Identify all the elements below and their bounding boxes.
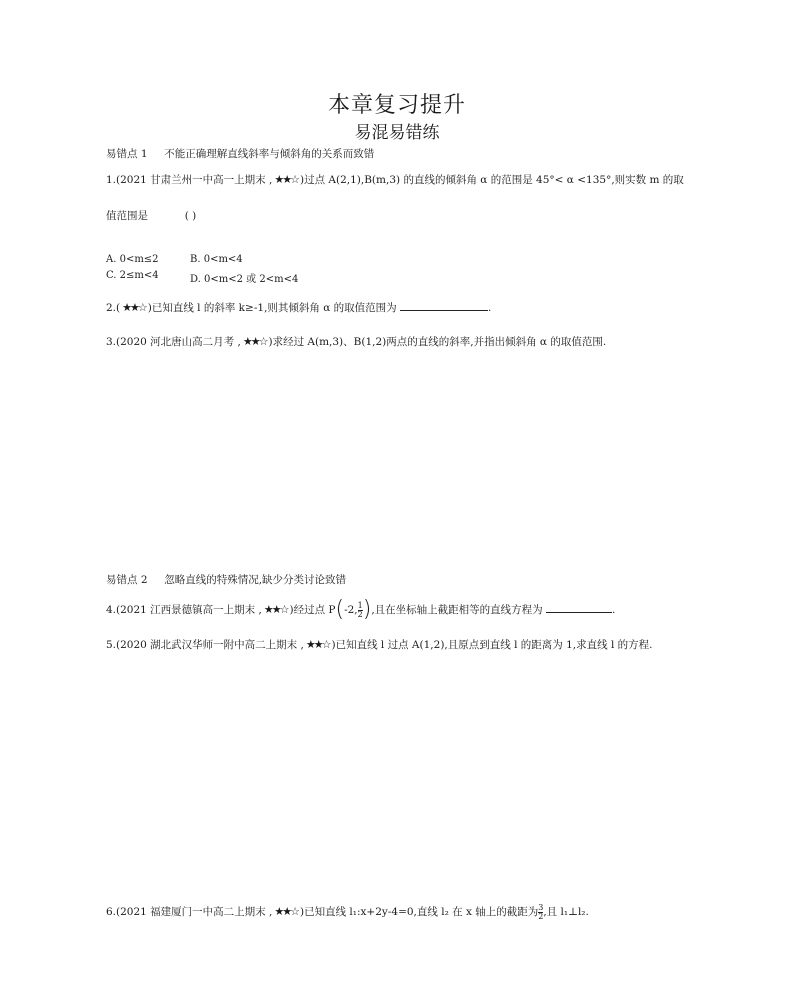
q4-frac-den: 2 [357,609,363,619]
question-2 [106,300,491,315]
difficulty-star-icon: ★★☆ [305,638,330,651]
q1-option-d: D. 0<m<2 或 2<m<4 [190,274,299,285]
q1-option-a: A. 0<m≤2 [106,254,159,265]
q1-source: (2021 甘肃兰州一中高一上期末 , [116,174,273,186]
page-title: 本章复习提升 [327,93,466,118]
q1-number: 1. [106,174,117,186]
difficulty-star-icon: ★★☆ [274,905,298,918]
section-1-text: 不能正确理解直线斜率与倾斜角的关系而致错 [164,148,375,160]
section-2-heading [106,572,346,587]
q1-line2: 值范围是 [106,210,148,222]
question-6 [106,902,589,922]
q1-text-b: 的直线的倾斜角 α 的范围是 45°< α <135°,则实数 m 的取 [400,174,684,186]
q5-number: 5. [106,639,117,651]
question-5 [106,637,653,652]
difficulty-star-icon: ★★☆ [122,301,146,314]
section-1-label: 易错点 1 [106,148,148,160]
q6-text-a: )已知直线 l₁:x+2y-4=0,直线 l₂ 在 x 轴上的截距为 [299,906,539,918]
question-1-line-2 [106,208,196,223]
q1-points: A(2,1),B(m,3) [328,174,401,186]
q5-text: )已知直线 l 过点 A(1,2),且原点到直线 l 的距离为 1,求直线 l 的方程. [331,639,653,651]
section-2-text: 忽略直线的特殊情况,缺少分类讨论致错 [164,574,347,586]
q4-end: . [612,604,616,616]
q3-source: (2020 河北唐山高二月考 , [116,336,241,348]
question-1 [106,172,684,187]
page-subtitle: 易混易错练 [354,123,440,143]
q6-source: (2021 福建厦门一中高二上期末 , [116,906,273,918]
q1-answer-paren: ( ) [184,210,197,222]
q1-option-c: C. 2≤m<4 [106,270,159,281]
section-1-heading [106,146,374,161]
q6-frac-num: 3 [538,902,544,912]
q4-number: 4. [106,604,117,616]
difficulty-star-icon: ★★☆ [263,603,288,616]
q4-text-a: )经过点 P [289,604,336,616]
q5-source: (2020 湖北武汉华师一附中高二上期末 , [116,639,304,651]
q1-option-b: B. 0<m<4 [190,254,243,265]
q2-text: )已知直线 l 的斜率 k≥-1,则其倾斜角 α 的取值范围为 [147,302,397,314]
q1-text-a: )过点 [299,174,329,186]
q2-number: 2.( [106,302,121,314]
q4-frac-num: 1 [357,600,363,610]
q4-answer-blank[interactable] [546,602,612,613]
question-3 [106,334,606,349]
q2-end: . [488,302,492,314]
q6-text-b: ,且 l₁⊥l₂. [543,906,589,918]
q3-text: )求经过 A(m,3)、B(1,2)两点的直线的斜率,并指出倾斜角 α 的取值范围. [268,336,607,348]
q2-answer-blank[interactable] [400,300,488,311]
q6-frac-den: 2 [538,911,544,921]
q3-number: 3. [106,336,117,348]
q4-text-b: ,且在坐标轴上截距相等的直线方程为 [371,604,543,616]
question-4: 4.(2021 江西景德镇高一上期末 , ★★☆ )经过点 P(-2, $\frac{1}{2}$ ),且在坐标轴上截距相等的直线方程为 . [106,597,616,622]
section-2-label: 易错点 2 [106,574,148,586]
difficulty-star-icon: ★★☆ [242,335,267,348]
difficulty-star-icon: ★★☆ [274,173,298,186]
q4-source: (2021 江西景德镇高一上期末 , [116,604,262,616]
q6-number: 6. [106,906,117,918]
q4-point-left: -2, [344,604,358,616]
